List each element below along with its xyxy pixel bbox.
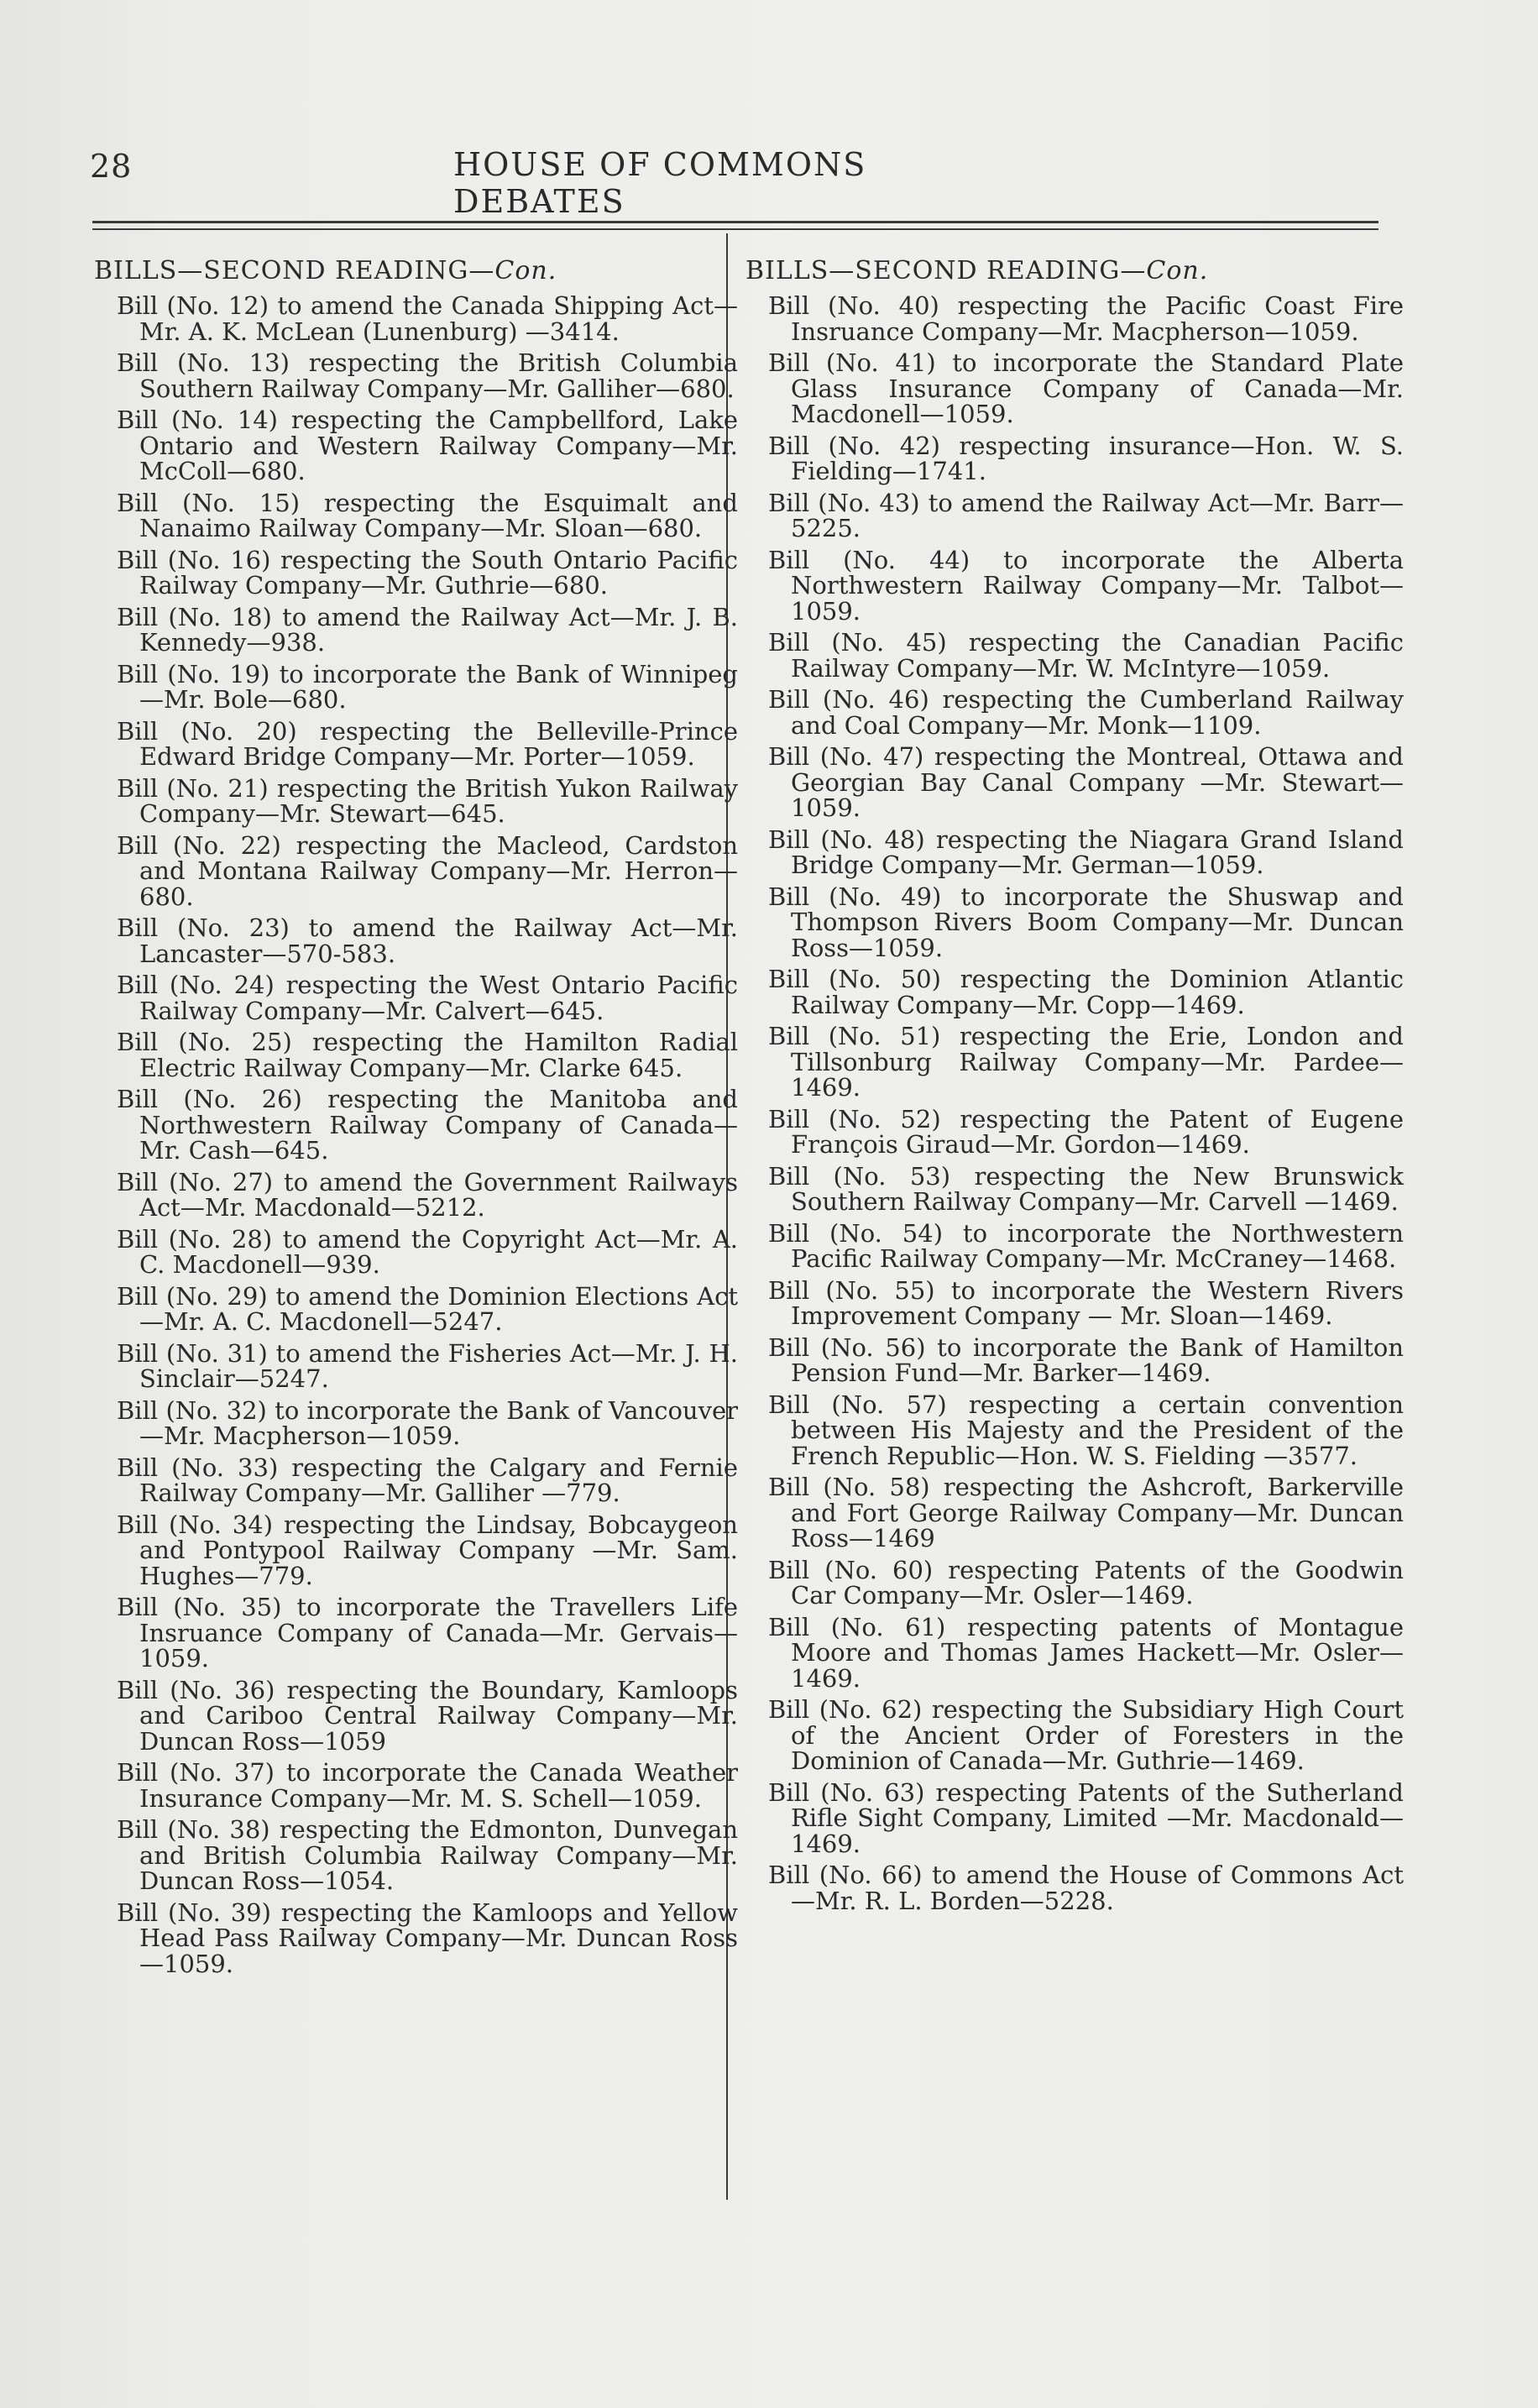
bill-entry: Bill (No. 44) to incorporate the Alberta Northwestern Railway Company—Mr. Talbot—1059. (768, 545, 1404, 626)
bill-entry: Bill (No. 25) respecting the Hamilton Radial Electric Railway Company—Mr. Clarke 645. (117, 1028, 738, 1082)
bill-entry: Bill (No. 28) to amend the Copyright Act—Mr. A. C. Macdonell—939. (117, 1224, 738, 1279)
bill-entry: Bill (No. 37) to incorporate the Canada Weather Insurance Company—Mr. M. S. Schell—1059. (117, 1758, 738, 1813)
column-heading (94, 256, 715, 286)
bill-entry: Bill (No. 18) to amend the Railway Act—Mr. J. B. Kennedy—938. (117, 602, 738, 657)
bill-entry: Bill (No. 56) to incorporate the Bank of Hamilton Pension Fund—Mr. Barker—1469. (768, 1332, 1404, 1387)
bill-entry: Bill (No. 66) to amend the House of Commons Act—Mr. R. L. Borden—5228. (768, 1861, 1404, 1915)
bill-entry: Bill (No. 12) to amend the Canada Shipping Act—Mr. A. K. McLean (Lunenburg) —3414. (117, 291, 738, 346)
bill-entry: Bill (No. 55) to incorporate the Western Rivers Improvement Company — Mr. Sloan—1469. (768, 1275, 1404, 1330)
header-rule-secondary (92, 228, 1378, 230)
bill-entry: Bill (No. 23) to amend the Railway Act—Mr. Lancaster—570-583. (117, 913, 738, 968)
bill-entry: Bill (No. 63) respecting Patents of the Sutherland Rifle Sight Company, Limited —Mr. Macdonald—1469. (768, 1777, 1404, 1858)
bill-entry: Bill (No. 51) respecting the Erie, London and Tillsonburg Railway Company—Mr. Pardee—1469. (768, 1022, 1404, 1102)
bill-entry: Bill (No. 19) to incorporate the Bank of Winnipeg—Mr. Bole—680. (117, 659, 738, 714)
bill-entry: Bill (No. 14) respecting the Campbellford, Lake Ontario and Western Railway Company—Mr. McColl—680. (117, 406, 738, 485)
bill-entry: Bill (No. 50) respecting the Dominion Atlantic Railway Company—Mr. Copp—1469. (768, 965, 1404, 1019)
right-column (745, 256, 1404, 1919)
bill-entry: Bill (No. 32) to incorporate the Bank of Vancouver—Mr. Macpherson—1059. (117, 1395, 738, 1450)
bill-entry: Bill (No. 45) respecting the Canadian Pacific Railway Company—Mr. W. McIntyre—1059. (768, 628, 1404, 683)
bill-entry: Bill (No. 38) respecting the Edmonton, Dunvegan and British Columbia Railway Company—Mr. Duncan Ross—1054. (117, 1815, 738, 1895)
bill-entry: Bill (No. 40) respecting the Pacific Coast Fire Insruance Company—Mr. Macpherson—1059. (768, 291, 1404, 346)
bill-entry: Bill (No. 21) respecting the British Yukon Railway Company—Mr. Stewart—645. (117, 773, 738, 828)
bill-entry: Bill (No. 57) respecting a certain convention between His Majesty and the President of the French Republic—Hon. W. S. Fielding —3577. (768, 1390, 1404, 1470)
column-heading (745, 256, 1384, 286)
bill-entry: Bill (No. 60) respecting Patents of the Goodwin Car Company—Mr. Osler—1469. (768, 1555, 1404, 1610)
bill-list (94, 291, 738, 1978)
bill-entry: Bill (No. 39) respecting the Kamloops and Yellow Head Pass Railway Company—Mr. Duncan Ross—1059. (117, 1898, 738, 1978)
bill-entry: Bill (No. 24) respecting the West Ontario Pacific Railway Company—Mr. Calvert—645. (117, 971, 738, 1025)
bill-entry: Bill (No. 26) respecting the Manitoba and Northwestern Railway Company of Canada—Mr. Cash—645. (117, 1085, 738, 1165)
bill-entry: Bill (No. 15) respecting the Esquimalt and Nanaimo Railway Company—Mr. Sloan—680. (117, 488, 738, 542)
bill-entry: Bill (No. 31) to amend the Fisheries Act—Mr. J. H. Sinclair—5247. (117, 1338, 738, 1393)
bill-entry: Bill (No. 42) respecting insurance—Hon. W. S. Fielding—1741. (768, 431, 1404, 485)
bill-entry: Bill (No. 16) respecting the South Ontario Pacific Railway Company—Mr. Guthrie—680. (117, 545, 738, 599)
header-rule (92, 221, 1378, 223)
bill-entry: Bill (No. 22) respecting the Macleod, Cardston and Montana Railway Company—Mr. Herron—680. (117, 830, 738, 911)
bill-entry: Bill (No. 33) respecting the Calgary and Fernie Railway Company—Mr. Galliher —779. (117, 1453, 738, 1507)
bill-entry: Bill (No. 49) to incorporate the Shuswap and Thompson Rivers Boom Company—Mr. Duncan Ross—1059. (768, 882, 1404, 962)
column-heading-continued: Con. (494, 256, 557, 285)
bill-entry: Bill (No. 41) to incorporate the Standard Plate Glass Insurance Company of Canada—Mr. Macdonell—1059. (768, 348, 1404, 428)
bill-entry: Bill (No. 35) to incorporate the Travellers Life Insruance Company of Canada—Mr. Gervais—1059. (117, 1593, 738, 1673)
bill-entry: Bill (No. 54) to incorporate the Northwestern Pacific Railway Company—Mr. McCraney—1468. (768, 1218, 1404, 1273)
bill-entry: Bill (No. 46) respecting the Cumberland Railway and Coal Company—Mr. Monk—1109. (768, 685, 1404, 740)
bill-entry: Bill (No. 48) respecting the Niagara Grand Island Bridge Company—Mr. German—1059. (768, 824, 1404, 879)
column-heading-continued: Con. (1146, 256, 1209, 285)
bill-entry: Bill (No. 13) respecting the British Columbia Southern Railway Company—Mr. Galliher—680. (117, 348, 738, 403)
page-number: 28 (90, 148, 133, 185)
bill-entry: Bill (No. 43) to amend the Railway Act—Mr. Barr—5225. (768, 488, 1404, 542)
bill-entry: Bill (No. 27) to amend the Government Railways Act—Mr. Macdonald—5212. (117, 1167, 738, 1222)
bill-entry: Bill (No. 20) respecting the Belleville-Prince Edward Bridge Company—Mr. Porter—1059. (117, 716, 738, 771)
bill-entry: Bill (No. 61) respecting patents of Montague Moore and Thomas James Hackett—Mr. Osler—1469. (768, 1612, 1404, 1693)
bill-entry: Bill (No. 62) respecting the Subsidiary High Court of the Ancient Order of Foresters in the Dominion of Canada—Mr. Guthrie—1469. (768, 1695, 1404, 1775)
left-column (94, 256, 738, 1982)
column-heading-text: BILLS—SECOND READING— (94, 256, 495, 285)
column-heading-text: BILLS—SECOND READING— (745, 256, 1147, 285)
bill-entry: Bill (No. 29) to amend the Dominion Elections Act—Mr. A. C. Macdonell—5247. (117, 1281, 738, 1336)
bill-entry: Bill (No. 58) respecting the Ashcroft, Barkerville and Fort George Railway Company—Mr. Duncan Ross—1469 (768, 1473, 1404, 1552)
bill-entry: Bill (No. 34) respecting the Lindsay, Bobcaygeon and Pontypool Railway Company —Mr. Sam. Hughes—779. (117, 1510, 738, 1590)
running-head: HOUSE OF COMMONS DEBATES (453, 146, 867, 220)
bill-entry: Bill (No. 52) respecting the Patent of Eugene François Giraud—Mr. Gordon—1469. (768, 1104, 1404, 1159)
bill-entry: Bill (No. 36) respecting the Boundary, Kamloops and Cariboo Central Railway Company—Mr. Duncan Ross—1059 (117, 1675, 738, 1756)
bill-entry: Bill (No. 53) respecting the New Brunswick Southern Railway Company—Mr. Carvell —1469. (768, 1161, 1404, 1216)
bill-list (745, 291, 1404, 1915)
bill-entry: Bill (No. 47) respecting the Montreal, Ottawa and Georgian Bay Canal Company —Mr. Stewart—1059. (768, 742, 1404, 822)
